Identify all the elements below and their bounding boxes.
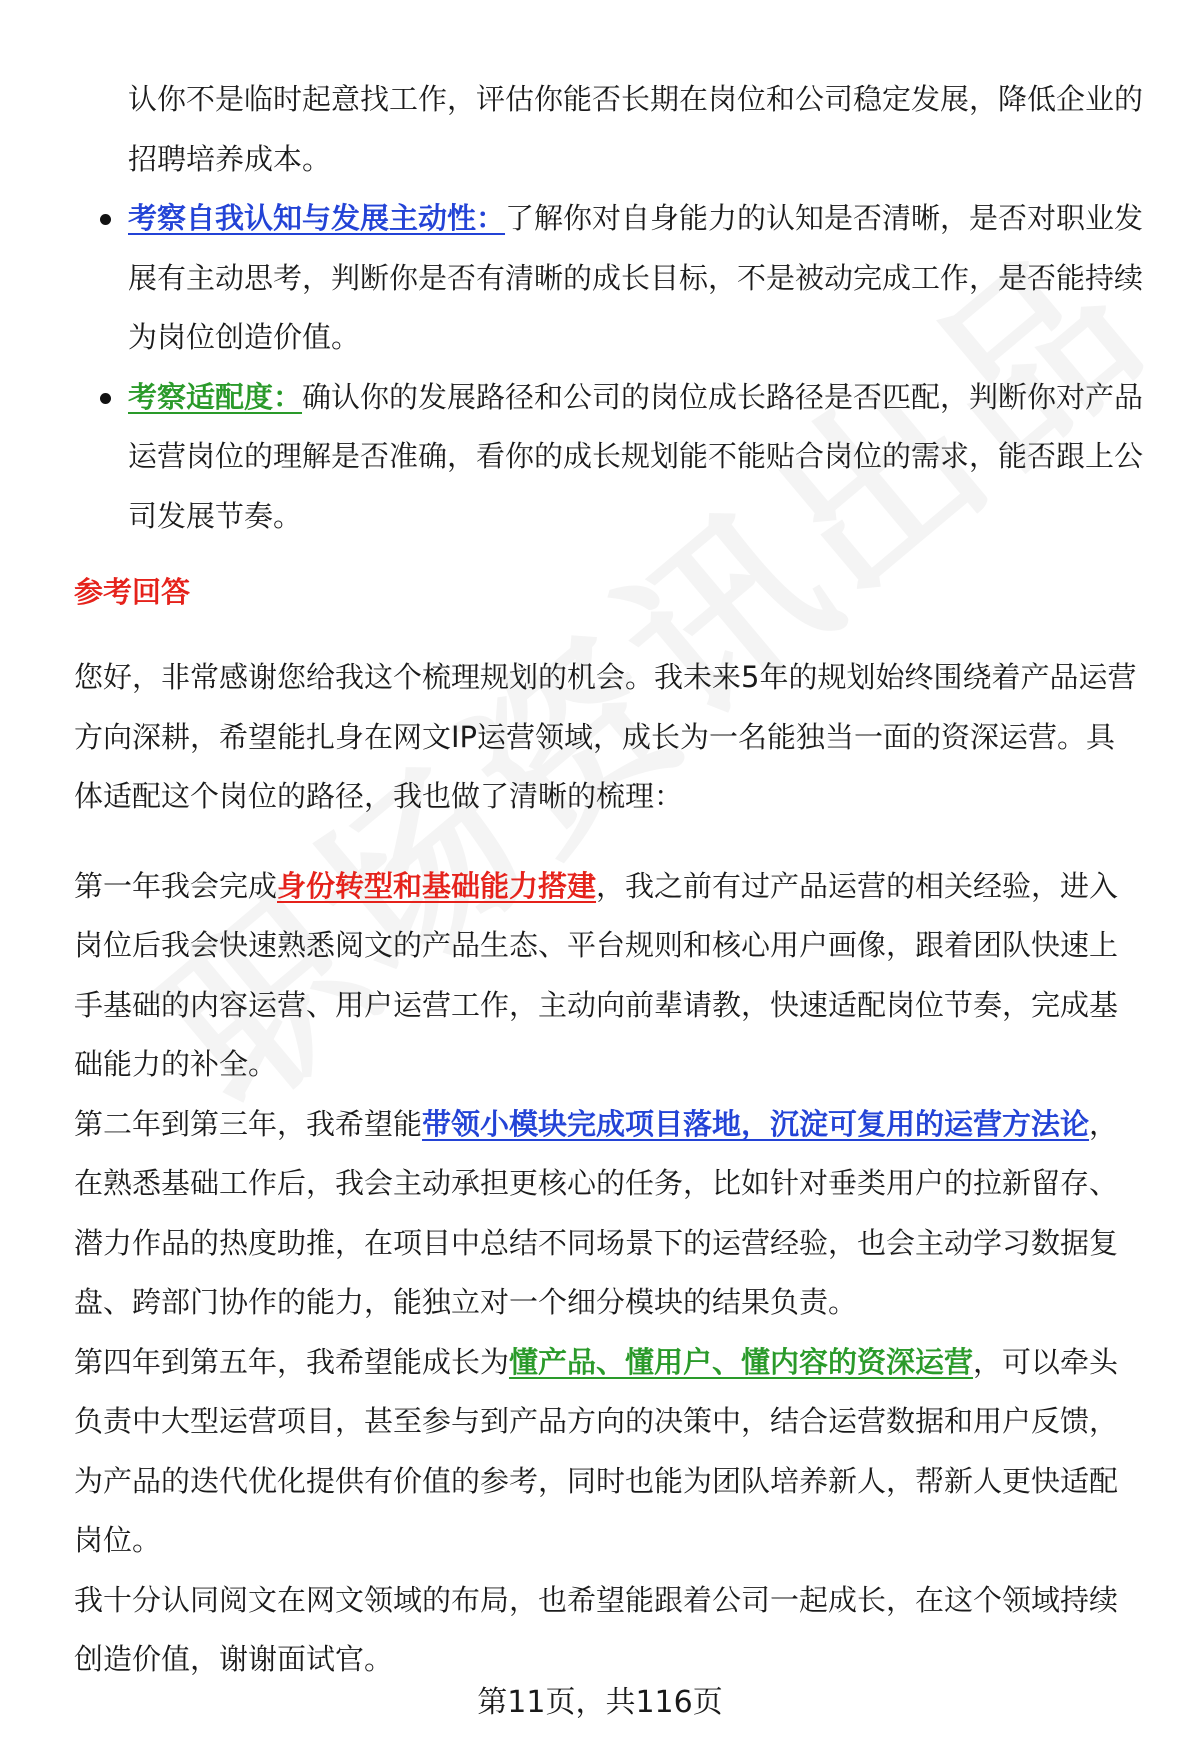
bullet-continuation <box>74 70 1144 189</box>
answer-opening: 您好，非常感谢您给我这个梳理规划的机会。我未来5年的规划始终围绕着产品运营方向深耕，希望能扎身在网文IP运营领域，成长为一名能独当一面的资深运营。具体适配这个岗位的路径，我也做了清晰的梳理： <box>74 660 1137 813</box>
bullet-item-self-awareness <box>74 189 1144 368</box>
bullet-dot-icon <box>100 393 111 404</box>
bullet-label: 考察自我认知与发展主动性： <box>128 201 506 235</box>
section-title: 参考回答 <box>74 575 191 609</box>
answer-body <box>74 648 1144 1690</box>
answer-year1 <box>74 857 1144 1095</box>
year1-suffix: ，我之前有过产品运营的相关经验，进入岗位后我会快速熟悉阅文的产品生态、平台规则和核心用户画像，跟着团队快速上手基础的内容运营、用户运营工作，主动向前辈请教，快速适配岗位节奏，完成基础能力的补全。 <box>74 868 1119 1081</box>
bullet-dot-icon <box>100 214 111 225</box>
answer-year2-3 <box>74 1095 1144 1333</box>
bullet-continuation-text: 认你不是临时起意找工作，评估你能否长期在岗位和公司稳定发展，降低企业的招聘培养成本。 <box>128 82 1144 176</box>
bullet-text: 了解你对自身能力的认知是否清晰，是否对职业发展有主动思考，判断你是否有清晰的成长目标，不是被动完成工作，是否能持续为岗位创造价值。 <box>128 201 1144 354</box>
bullet-list <box>74 70 1144 546</box>
year4-5-highlight: 懂产品、懂用户、懂内容的资深运营 <box>509 1344 974 1379</box>
year4-5-suffix: ，可以牵头负责中大型运营项目，甚至参与到产品方向的决策中，结合运营数据和用户反馈，为产品的迭代优化提供有价值的参考，同时也能为团队培养新人，帮新人更快适配岗位。 <box>74 1344 1119 1557</box>
year2-3-suffix: ，在熟悉基础工作后，我会主动承担更核心的任务，比如针对垂类用户的拉新留存、潜力作品的热度助推，在项目中总结不同场景下的运营经验，也会主动学习数据复盘、跨部门协作的能力，能独立对一个细分模块的结果负责。 <box>74 1106 1119 1319</box>
year4-5-prefix: 第四年到第五年，我希望能成长为 <box>74 1344 510 1379</box>
answer-year4-5 <box>74 1333 1144 1571</box>
year1-highlight: 身份转型和基础能力搭建 <box>277 868 597 903</box>
year2-3-prefix: 第二年到第三年，我希望能 <box>74 1106 423 1141</box>
bullet-label: 考察适配度： <box>128 379 303 414</box>
page-number: 第11页，共116页 <box>477 1685 723 1720</box>
bullet-text: 确认你的发展路径和公司的岗位成长路径是否匹配，判断你对产品运营岗位的理解是否准确，看你的成长规划能不能贴合岗位的需求，能否跟上公司发展节奏。 <box>128 379 1144 533</box>
bullet-item-fit <box>74 368 1144 547</box>
year1-prefix: 第一年我会完成 <box>74 868 278 903</box>
year2-3-highlight: 带领小模块完成项目落地，沉淀可复用的运营方法论 <box>422 1106 1090 1141</box>
answer-closing: 我十分认同阅文在网文领域的布局，也希望能跟着公司一起成长，在这个领域持续创造价值，谢谢面试官。 <box>74 1582 1119 1676</box>
